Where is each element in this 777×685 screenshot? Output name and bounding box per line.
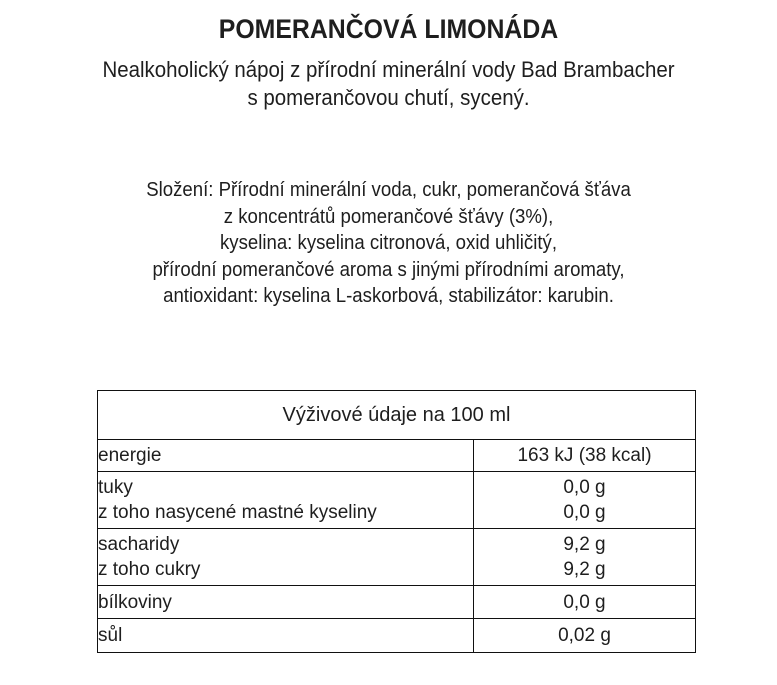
nutrition-table-header: Výživové údaje na 100 ml: [98, 391, 696, 440]
composition-line: antioxidant: kyselina L-askorbová, stabilizátor: karubin.: [163, 285, 614, 307]
nutrient-value-cell: [474, 440, 696, 472]
composition-line: z koncentrátů pomerančové šťávy (3%),: [223, 205, 554, 228]
nutrient-value: 0,0 g: [563, 502, 606, 523]
nutrient-value: 0,02 g: [558, 625, 611, 646]
nutrient-name: energie: [98, 445, 162, 466]
nutrient-name-cell: [98, 619, 474, 653]
nutrient-value: 0,0 g: [563, 477, 606, 498]
nutrient-name-cell: [98, 529, 474, 586]
nutrient-name: z toho nasycené mastné kyseliny: [98, 502, 377, 523]
nutrient-value: 9,2 g: [563, 534, 606, 555]
nutrient-value: 163 kJ (38 kcal): [517, 445, 652, 466]
product-subtitle: [0, 56, 777, 112]
subtitle-line: Nealkoholický nápoj z přírodní minerální vody Bad Brambacher: [102, 57, 675, 82]
table-row: [98, 619, 696, 653]
table-row: [98, 440, 696, 472]
nutrient-name-cell: [98, 440, 474, 472]
composition-line: Složení: Přírodní minerální voda, cukr, pomerančová šťáva: [146, 179, 631, 201]
product-title: POMERANČOVÁ LIMONÁDA: [218, 14, 559, 44]
nutrient-value-cell: [474, 619, 696, 653]
nutrient-name-cell: [98, 586, 474, 619]
table-row: [98, 472, 696, 529]
nutrient-name: bílkoviny: [98, 591, 172, 613]
nutrient-value-cell: [474, 472, 696, 529]
nutrient-name: tuky: [98, 477, 133, 498]
nutrition-table: [97, 390, 696, 653]
nutrient-name-cell: [98, 472, 474, 529]
composition-line: přírodní pomerančové aroma s jinými přírodními aromaty,: [152, 258, 625, 281]
subtitle-line: s pomerančovou chutí, sycený.: [247, 85, 530, 110]
composition-text: [0, 177, 777, 310]
nutrient-name: z toho cukry: [98, 559, 201, 580]
composition-line: kyselina: kyselina citronová, oxid uhličitý,: [219, 232, 558, 254]
table-row: [98, 529, 696, 586]
nutrient-value: 9,2 g: [563, 559, 606, 580]
nutrient-name: sůl: [98, 625, 123, 646]
nutrient-value-cell: [474, 586, 696, 619]
table-row: [98, 586, 696, 619]
nutrient-name: sacharidy: [98, 534, 180, 555]
nutrient-value-cell: [474, 529, 696, 586]
nutrient-value: 0,0 g: [563, 591, 606, 613]
